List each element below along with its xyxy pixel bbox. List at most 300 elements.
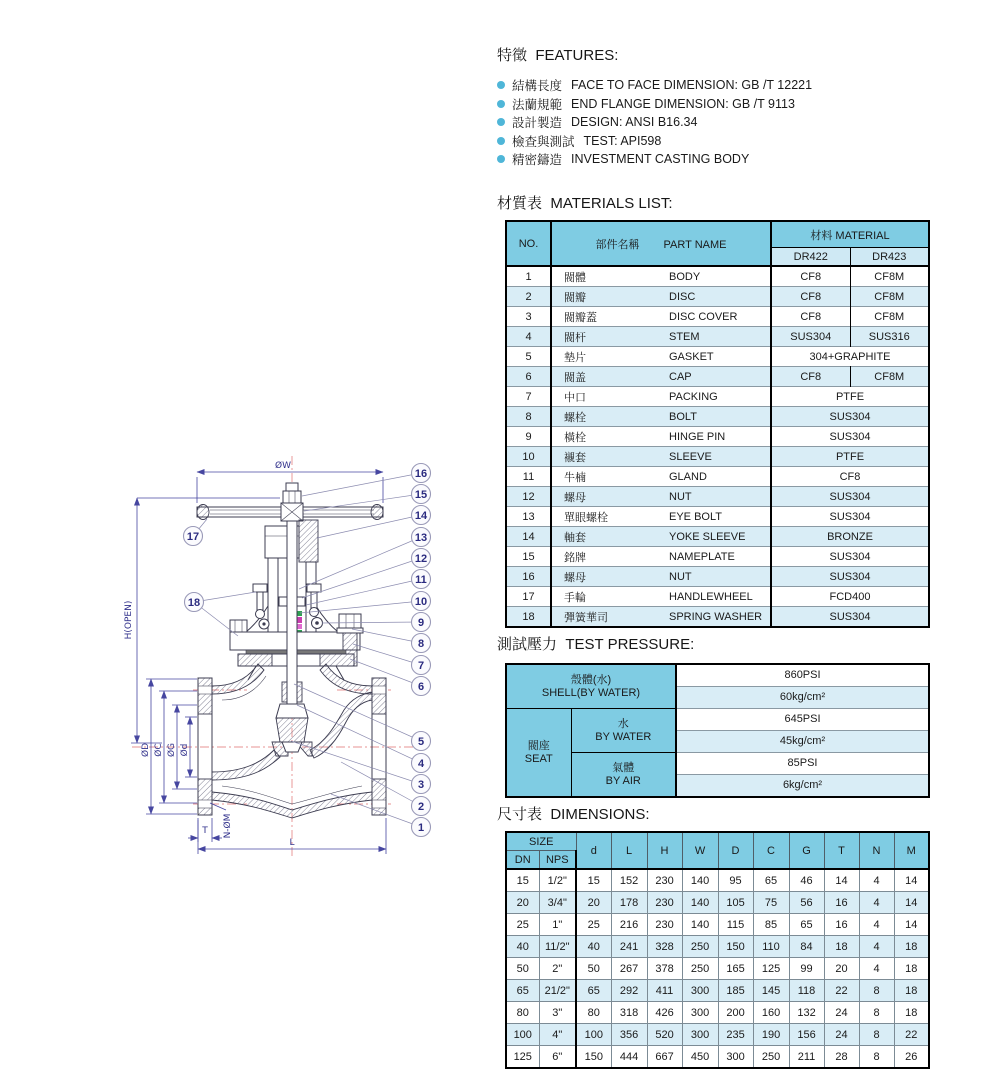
cell-dn: 25 (506, 914, 539, 936)
cell-dn: 125 (506, 1046, 539, 1069)
cell-value: 125 (753, 958, 789, 980)
dimensions-title: 尺寸表 DIMENSIONS: (497, 806, 650, 823)
cell-no: 7 (506, 387, 551, 407)
callout-leader (353, 644, 421, 665)
cell-name-en: SLEEVE (663, 447, 771, 467)
cell-name-en: STEM (663, 327, 771, 347)
disc (276, 718, 308, 742)
cell-name-en: SPRING WASHER (663, 607, 771, 628)
features-title: 特徵 FEATURES: (497, 47, 619, 64)
cell-value: 230 (647, 914, 682, 936)
cell-material: PTFE (771, 387, 929, 407)
cell-value: 14 (894, 869, 929, 892)
eye-bolt-left (253, 584, 267, 592)
callout-leader (317, 515, 421, 538)
materials-row (506, 287, 929, 307)
col-W: W (682, 832, 718, 869)
features-list (497, 76, 812, 169)
cell-nps: 3/4" (539, 892, 576, 914)
eye-bolt-right (307, 584, 321, 592)
feature-en: TEST: API598 (583, 133, 662, 148)
callout-number: 17 (186, 530, 200, 543)
materials-row (506, 327, 929, 347)
bonnet-bolt-left (230, 620, 247, 632)
cell-name-en: GASKET (663, 347, 771, 367)
cell-name-zh: 橫栓 (551, 427, 663, 447)
cell-name-zh: 彈簧華司 (551, 607, 663, 628)
callout-number: 18 (187, 596, 201, 609)
by-water-label: 水 BY WATER (571, 709, 676, 753)
cell-value: 85 (753, 914, 789, 936)
cell-name-zh: 閥體 (551, 266, 663, 287)
dimensions-row (506, 980, 929, 1002)
cell-material-dr422: SUS304 (771, 327, 850, 347)
col-size: SIZE (506, 832, 576, 851)
col-part-name (551, 221, 771, 266)
cell-dn: 65 (506, 980, 539, 1002)
stem-nut (283, 491, 301, 503)
cell-value: 4 (859, 936, 894, 958)
col-dr423: DR423 (850, 248, 929, 267)
water-psi-value: 645PSI (676, 709, 929, 731)
cell-value: 250 (753, 1046, 789, 1069)
valve-drawing (118, 448, 435, 865)
valve-body (198, 521, 386, 818)
feature-en: FACE TO FACE DIMENSION: GB /T 12221 (571, 78, 813, 93)
feature-zh: 檢查與測試 (512, 134, 575, 149)
feature-item (497, 113, 812, 132)
cell-nps: 1/2" (539, 869, 576, 892)
cell-value: 25 (576, 914, 611, 936)
cell-material-dr423: SUS316 (850, 327, 929, 347)
cell-value: 28 (824, 1046, 859, 1069)
feature-item (497, 76, 812, 95)
cell-material-dr422: CF8 (771, 307, 850, 327)
cell-value: 292 (611, 980, 647, 1002)
cell-material: SUS304 (771, 607, 929, 628)
cell-value: 8 (859, 1002, 894, 1024)
cell-name-zh: 軸套 (551, 527, 663, 547)
col-N: N (859, 832, 894, 869)
cell-value: 18 (894, 1002, 929, 1024)
materials-row (506, 507, 929, 527)
handwheel-knob-left (197, 505, 209, 520)
cell-no: 18 (506, 607, 551, 628)
feature-en: END FLANGE DIMENSION: GB /T 9113 (571, 96, 795, 111)
cell-name-en: NUT (663, 487, 771, 507)
cell-value: 22 (824, 980, 859, 1002)
cell-value: 20 (576, 892, 611, 914)
cell-name-en: NAMEPLATE (663, 547, 771, 567)
col-L: L (611, 832, 647, 869)
cell-value: 267 (611, 958, 647, 980)
cell-value: 15 (576, 869, 611, 892)
cell-no: 11 (506, 467, 551, 487)
packing-mark (297, 617, 302, 623)
cell-name-en: DISC COVER (663, 307, 771, 327)
callout-leader (322, 622, 421, 623)
cell-no: 17 (506, 587, 551, 607)
cell-name-zh: 中口 (551, 387, 663, 407)
cell-value: 8 (859, 1046, 894, 1069)
cell-dn: 80 (506, 1002, 539, 1024)
dim-label-t: T (202, 826, 208, 836)
col-dr422: DR422 (771, 248, 850, 267)
cell-name-en: BODY (663, 266, 771, 287)
bullet-icon (497, 81, 505, 89)
cell-value: 150 (576, 1046, 611, 1069)
cell-value: 18 (894, 980, 929, 1002)
materials-row (506, 447, 929, 467)
cell-value: 145 (753, 980, 789, 1002)
test-pressure-table (505, 663, 930, 798)
test-pressure-title: 測試壓力 TEST PRESSURE: (497, 636, 695, 653)
cell-no: 12 (506, 487, 551, 507)
callout-number: 15 (414, 488, 428, 501)
handwheel-knob-right (371, 505, 383, 520)
dim-label-h-open: H(OPEN) (124, 600, 134, 640)
cell-name-en: DISC (663, 287, 771, 307)
callout-leader (302, 558, 421, 598)
cell-value: 65 (753, 869, 789, 892)
cell-value: 4 (859, 892, 894, 914)
dimensions-row (506, 1024, 929, 1046)
cell-nps: 6" (539, 1046, 576, 1069)
cell-value: 450 (682, 1046, 718, 1069)
cell-value: 50 (576, 958, 611, 980)
materials-row (506, 607, 929, 628)
callout-number: 6 (417, 680, 425, 693)
feature-zh: 設計製造 (512, 116, 563, 131)
water-kg-value: 45kg/cm² (676, 731, 929, 753)
cell-name-en: BOLT (663, 407, 771, 427)
cell-no: 8 (506, 407, 551, 427)
cell-value: 667 (647, 1046, 682, 1069)
by-air-label: 氣體 BY AIR (571, 753, 676, 798)
cell-value: 235 (718, 1024, 753, 1046)
cell-no: 16 (506, 567, 551, 587)
cell-value: 4 (859, 914, 894, 936)
cell-name-zh: 閥盖 (551, 367, 663, 387)
cell-value: 84 (789, 936, 824, 958)
bonnet-bolt-right (339, 614, 361, 628)
cell-value: 18 (894, 936, 929, 958)
callout-number: 16 (414, 467, 428, 480)
cell-value: 356 (611, 1024, 647, 1046)
callout-number: 8 (417, 637, 425, 650)
materials-table (505, 220, 930, 628)
materials-title: 材質表 MATERIALS LIST: (497, 195, 673, 212)
col-no: NO. (506, 221, 551, 266)
feature-en: DESIGN: ANSI B16.34 (571, 115, 698, 130)
cell-value: 165 (718, 958, 753, 980)
cell-value: 216 (611, 914, 647, 936)
col-d: d (576, 832, 611, 869)
cell-value: 160 (753, 1002, 789, 1024)
cell-value: 200 (718, 1002, 753, 1024)
dim-label-d-big: ØD (141, 742, 151, 758)
feature-zh: 結構長度 (512, 79, 563, 94)
cell-value: 300 (682, 1024, 718, 1046)
cell-value: 16 (824, 892, 859, 914)
cell-dn: 40 (506, 936, 539, 958)
feature-item (497, 132, 812, 151)
materials-row (506, 266, 929, 287)
cell-value: 14 (894, 914, 929, 936)
cell-value: 132 (789, 1002, 824, 1024)
materials-row (506, 387, 929, 407)
cell-material-dr423: CF8M (850, 287, 929, 307)
cell-name-en: YOKE SLEEVE (663, 527, 771, 547)
dimensions-row (506, 1046, 929, 1069)
cell-value: 80 (576, 1002, 611, 1024)
cell-value: 65 (789, 914, 824, 936)
shell-label: 殼體(水) SHELL(BY WATER) (506, 664, 676, 709)
cell-material-dr423: CF8M (850, 266, 929, 287)
cell-value: 520 (647, 1024, 682, 1046)
col-T: T (824, 832, 859, 869)
cell-dn: 100 (506, 1024, 539, 1046)
cell-no: 14 (506, 527, 551, 547)
dim-label-g: ØG (167, 742, 177, 758)
col-part-name-en: PART NAME (663, 238, 727, 251)
cell-value: 426 (647, 1002, 682, 1024)
cell-material-dr422: CF8 (771, 367, 850, 387)
cell-value: 56 (789, 892, 824, 914)
cell-value: 8 (859, 980, 894, 1002)
test-pressure-section (497, 633, 930, 798)
cell-dn: 15 (506, 869, 539, 892)
cell-no: 6 (506, 367, 551, 387)
cell-value: 241 (611, 936, 647, 958)
cell-material: SUS304 (771, 567, 929, 587)
cell-value: 140 (682, 869, 718, 892)
dimensions-row (506, 936, 929, 958)
cell-value: 65 (576, 980, 611, 1002)
cell-name-en: HANDLEWHEEL (663, 587, 771, 607)
cell-value: 152 (611, 869, 647, 892)
cell-no: 1 (506, 266, 551, 287)
feature-zh: 精密鑄造 (512, 153, 563, 168)
cell-name-zh: 單眼螺栓 (551, 507, 663, 527)
materials-section (497, 192, 930, 628)
materials-row (506, 587, 929, 607)
cell-value: 75 (753, 892, 789, 914)
cell-value: 4 (859, 958, 894, 980)
materials-row (506, 427, 929, 447)
dim-label-d-small: Ød (180, 743, 190, 757)
cell-value: 16 (824, 914, 859, 936)
cell-material-dr422: CF8 (771, 266, 850, 287)
cell-no: 10 (506, 447, 551, 467)
cell-no: 3 (506, 307, 551, 327)
cell-no: 4 (506, 327, 551, 347)
cell-value: 24 (824, 1024, 859, 1046)
handwheel (197, 483, 383, 521)
cell-value: 18 (894, 958, 929, 980)
feature-item (497, 150, 812, 169)
cell-name-en: HINGE PIN (663, 427, 771, 447)
seat-label: 閥座 SEAT (506, 709, 571, 798)
cell-value: 178 (611, 892, 647, 914)
cell-material: SUS304 (771, 487, 929, 507)
cell-material: SUS304 (771, 407, 929, 427)
dimensions-row (506, 869, 929, 892)
dim-label-l: L (289, 838, 295, 848)
materials-row (506, 407, 929, 427)
callout-leader (352, 629, 421, 643)
cell-value: 115 (718, 914, 753, 936)
cell-no: 15 (506, 547, 551, 567)
cell-dn: 20 (506, 892, 539, 914)
materials-row (506, 307, 929, 327)
cell-nps: 1" (539, 914, 576, 936)
cell-value: 378 (647, 958, 682, 980)
cell-value: 411 (647, 980, 682, 1002)
cell-material: BRONZE (771, 527, 929, 547)
dimensions-row (506, 958, 929, 980)
cell-material: SUS304 (771, 507, 929, 527)
cell-value: 328 (647, 936, 682, 958)
materials-row (506, 487, 929, 507)
cell-nps: 4" (539, 1024, 576, 1046)
feature-item (497, 95, 812, 114)
materials-row (506, 467, 929, 487)
cell-value: 40 (576, 936, 611, 958)
bullet-icon (497, 118, 505, 126)
cell-value: 185 (718, 980, 753, 1002)
cell-value: 26 (894, 1046, 929, 1069)
dim-label-c: ØC (154, 743, 164, 757)
dimensions-row (506, 914, 929, 936)
cell-material: CF8 (771, 467, 929, 487)
cell-name-zh: 襯套 (551, 447, 663, 467)
cell-value: 46 (789, 869, 824, 892)
materials-row (506, 547, 929, 567)
dimensions-row (506, 1002, 929, 1024)
callout-leader (306, 579, 421, 605)
callout-number: 2 (417, 800, 425, 813)
callout-number: 3 (417, 778, 425, 791)
cap-nut (286, 483, 298, 491)
bullet-icon (497, 137, 505, 145)
dimensions-row (506, 892, 929, 914)
cell-value: 118 (789, 980, 824, 1002)
cell-material: 304+GRAPHITE (771, 347, 929, 367)
cell-material: SUS304 (771, 547, 929, 567)
cell-name-zh: 螺栓 (551, 407, 663, 427)
cell-value: 444 (611, 1046, 647, 1069)
cell-value: 211 (789, 1046, 824, 1069)
cell-nps: 3" (539, 1002, 576, 1024)
cell-name-zh: 牛楠 (551, 467, 663, 487)
cell-name-zh: 螺母 (551, 487, 663, 507)
cell-name-zh: 銘牌 (551, 547, 663, 567)
cell-no: 13 (506, 507, 551, 527)
cell-nps: 2" (539, 958, 576, 980)
bullet-icon (497, 155, 505, 163)
callout-leader (300, 601, 421, 613)
callout-leader (302, 473, 421, 496)
cell-value: 140 (682, 892, 718, 914)
callout-number: 14 (414, 509, 428, 522)
cell-material: PTFE (771, 447, 929, 467)
cell-value: 318 (611, 1002, 647, 1024)
callout-number: 10 (414, 595, 428, 608)
callout-number: 7 (417, 659, 425, 672)
feature-en: INVESTMENT CASTING BODY (571, 152, 750, 167)
cell-value: 95 (718, 869, 753, 892)
col-D: D (718, 832, 753, 869)
cell-value: 190 (753, 1024, 789, 1046)
materials-row (506, 567, 929, 587)
cell-no: 2 (506, 287, 551, 307)
cell-material-dr423: CF8M (850, 307, 929, 327)
cell-value: 22 (894, 1024, 929, 1046)
cell-name-en: EYE BOLT (663, 507, 771, 527)
materials-row (506, 347, 929, 367)
cell-value: 14 (894, 892, 929, 914)
materials-row (506, 527, 929, 547)
cell-value: 300 (682, 980, 718, 1002)
feature-zh: 法蘭規範 (512, 97, 563, 112)
cell-value: 100 (576, 1024, 611, 1046)
cell-value: 105 (718, 892, 753, 914)
cell-name-en: GLAND (663, 467, 771, 487)
cell-name-zh: 閥瓣蓋 (551, 307, 663, 327)
cell-material: SUS304 (771, 427, 929, 447)
col-nps: NPS (539, 851, 576, 870)
cell-value: 18 (824, 936, 859, 958)
cell-name-zh: 閥杆 (551, 327, 663, 347)
col-part-name-zh: 部件名稱 (595, 238, 640, 251)
cell-nps: 21/2" (539, 980, 576, 1002)
shell-psi-value: 860PSI (676, 664, 929, 687)
cell-value: 20 (824, 958, 859, 980)
dim-label-n-m: N-ØM (223, 813, 233, 839)
features-section (497, 44, 812, 169)
cell-material-dr423: CF8M (850, 367, 929, 387)
materials-row (506, 367, 929, 387)
col-dn: DN (506, 851, 539, 870)
cell-value: 24 (824, 1002, 859, 1024)
yoke-column-left (268, 558, 278, 632)
cell-name-zh: 手輪 (551, 587, 663, 607)
callout-number: 1 (417, 821, 425, 834)
cell-value: 99 (789, 958, 824, 980)
cell-no: 5 (506, 347, 551, 367)
cell-value: 230 (647, 869, 682, 892)
air-psi-value: 85PSI (676, 753, 929, 775)
cell-name-en: CAP (663, 367, 771, 387)
callout-number: 4 (417, 757, 425, 770)
cell-value: 300 (718, 1046, 753, 1069)
callout-number: 11 (415, 573, 427, 586)
cell-value: 14 (824, 869, 859, 892)
cell-dn: 50 (506, 958, 539, 980)
cell-value: 250 (682, 958, 718, 980)
cell-name-en: NUT (663, 567, 771, 587)
cell-value: 8 (859, 1024, 894, 1046)
dimensions-table (505, 831, 930, 1069)
cell-value: 156 (789, 1024, 824, 1046)
cell-value: 140 (682, 914, 718, 936)
callout-number: 9 (417, 616, 425, 629)
cell-value: 300 (682, 1002, 718, 1024)
cell-name-zh: 墊片 (551, 347, 663, 367)
cell-nps: 11/2" (539, 936, 576, 958)
cell-value: 250 (682, 936, 718, 958)
